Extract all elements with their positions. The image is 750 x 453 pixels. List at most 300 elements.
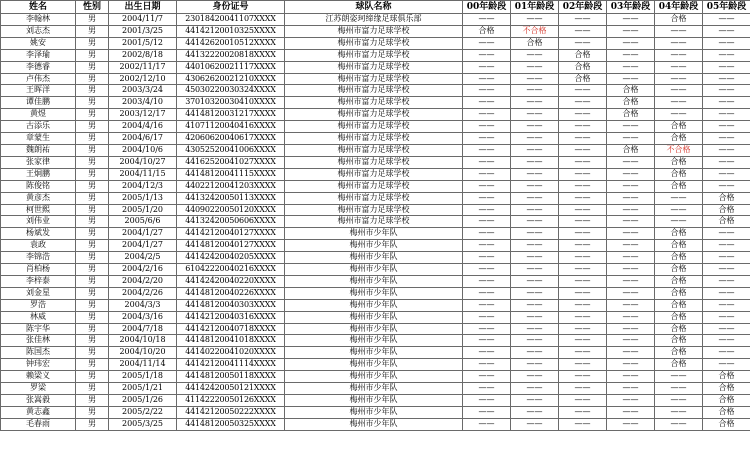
cell-age-group-00[interactable]: —— <box>463 228 511 240</box>
cell-age-group-04[interactable]: —— <box>655 73 703 85</box>
cell-gender[interactable]: 男 <box>76 49 109 61</box>
header-age-group-00[interactable]: 00年龄段 <box>463 1 511 14</box>
cell-birthdate[interactable]: 2004/11/7 <box>109 14 177 26</box>
cell-age-group-02[interactable]: —— <box>559 275 607 287</box>
cell-age-group-05[interactable]: 合格 <box>703 383 750 395</box>
cell-age-group-04[interactable]: 合格 <box>655 180 703 192</box>
cell-team-name[interactable]: 梅州市少年队 <box>285 287 463 299</box>
cell-age-group-03[interactable]: —— <box>607 49 655 61</box>
cell-age-group-01[interactable]: —— <box>511 383 559 395</box>
cell-name[interactable]: 毛春雨 <box>1 418 76 430</box>
cell-gender[interactable]: 男 <box>76 359 109 371</box>
cell-age-group-03[interactable]: —— <box>607 311 655 323</box>
cell-team-name[interactable]: 梅州市富力足球学校 <box>285 61 463 73</box>
cell-birthdate[interactable]: 2005/1/13 <box>109 192 177 204</box>
cell-age-group-05[interactable]: —— <box>703 287 750 299</box>
cell-team-name[interactable]: 梅州市富力足球学校 <box>285 37 463 49</box>
cell-age-group-00[interactable]: —— <box>463 371 511 383</box>
cell-gender[interactable]: 男 <box>76 418 109 430</box>
cell-gender[interactable]: 男 <box>76 252 109 264</box>
cell-id-number[interactable]: 44142120040316XXXX <box>177 311 285 323</box>
cell-age-group-01[interactable]: —— <box>511 252 559 264</box>
cell-age-group-01[interactable]: —— <box>511 73 559 85</box>
cell-age-group-00[interactable]: —— <box>463 347 511 359</box>
cell-age-group-04[interactable]: 合格 <box>655 121 703 133</box>
cell-age-group-05[interactable]: 合格 <box>703 418 750 430</box>
cell-age-group-01[interactable]: 不合格 <box>511 25 559 37</box>
cell-age-group-00[interactable]: —— <box>463 287 511 299</box>
cell-age-group-03[interactable]: —— <box>607 323 655 335</box>
cell-team-name[interactable]: 梅州市富力足球学校 <box>285 168 463 180</box>
cell-age-group-03[interactable]: 合格 <box>607 144 655 156</box>
cell-age-group-00[interactable]: —— <box>463 144 511 156</box>
cell-name[interactable]: 罗梁 <box>1 383 76 395</box>
cell-age-group-00[interactable]: —— <box>463 335 511 347</box>
cell-age-group-03[interactable]: —— <box>607 335 655 347</box>
cell-age-group-03[interactable]: —— <box>607 359 655 371</box>
cell-team-name[interactable]: 梅州市少年队 <box>285 371 463 383</box>
cell-id-number[interactable]: 44022120041203XXXX <box>177 180 285 192</box>
cell-name[interactable]: 姚安 <box>1 37 76 49</box>
cell-id-number[interactable]: 44148120040303XXXX <box>177 299 285 311</box>
cell-gender[interactable]: 男 <box>76 192 109 204</box>
cell-age-group-02[interactable]: —— <box>559 311 607 323</box>
cell-name[interactable]: 黄志鑫 <box>1 406 76 418</box>
cell-birthdate[interactable]: 2005/2/22 <box>109 406 177 418</box>
cell-birthdate[interactable]: 2001/5/12 <box>109 37 177 49</box>
cell-name[interactable]: 陈宇华 <box>1 323 76 335</box>
header-name[interactable]: 姓名 <box>1 1 76 14</box>
cell-id-number[interactable]: 44142420040205XXXX <box>177 252 285 264</box>
cell-team-name[interactable]: 梅州市少年队 <box>285 240 463 252</box>
cell-id-number[interactable]: 41071120040416XXXX <box>177 121 285 133</box>
cell-age-group-02[interactable]: —— <box>559 216 607 228</box>
cell-gender[interactable]: 男 <box>76 383 109 395</box>
cell-age-group-02[interactable]: —— <box>559 85 607 97</box>
cell-name[interactable]: 肖柏杨 <box>1 264 76 276</box>
cell-age-group-05[interactable]: —— <box>703 275 750 287</box>
cell-age-group-01[interactable]: —— <box>511 97 559 109</box>
cell-id-number[interactable]: 44010620021117XXXX <box>177 61 285 73</box>
cell-age-group-01[interactable]: —— <box>511 228 559 240</box>
cell-birthdate[interactable]: 2001/3/25 <box>109 25 177 37</box>
cell-name[interactable]: 张佳林 <box>1 335 76 347</box>
cell-age-group-05[interactable]: —— <box>703 85 750 97</box>
cell-age-group-05[interactable]: 合格 <box>703 395 750 407</box>
cell-name[interactable]: 张嵩毅 <box>1 395 76 407</box>
cell-birthdate[interactable]: 2004/10/6 <box>109 144 177 156</box>
cell-name[interactable]: 柯世熙 <box>1 204 76 216</box>
cell-name[interactable]: 刘伟业 <box>1 216 76 228</box>
cell-age-group-02[interactable]: 合格 <box>559 49 607 61</box>
cell-name[interactable]: 赖梁义 <box>1 371 76 383</box>
cell-gender[interactable]: 男 <box>76 180 109 192</box>
cell-age-group-05[interactable]: —— <box>703 359 750 371</box>
cell-age-group-02[interactable]: 合格 <box>559 73 607 85</box>
cell-birthdate[interactable]: 2004/10/18 <box>109 335 177 347</box>
cell-age-group-01[interactable]: —— <box>511 61 559 73</box>
cell-age-group-01[interactable]: —— <box>511 359 559 371</box>
cell-age-group-05[interactable]: —— <box>703 109 750 121</box>
cell-age-group-04[interactable]: 合格 <box>655 311 703 323</box>
cell-age-group-05[interactable]: —— <box>703 133 750 145</box>
cell-birthdate[interactable]: 2004/3/16 <box>109 311 177 323</box>
cell-age-group-04[interactable]: —— <box>655 204 703 216</box>
cell-age-group-01[interactable]: —— <box>511 395 559 407</box>
cell-age-group-01[interactable]: —— <box>511 371 559 383</box>
cell-name[interactable]: 魏朗祐 <box>1 144 76 156</box>
cell-name[interactable]: 李泽瑜 <box>1 49 76 61</box>
cell-age-group-00[interactable]: —— <box>463 383 511 395</box>
cell-birthdate[interactable]: 2004/2/20 <box>109 275 177 287</box>
cell-age-group-04[interactable]: 合格 <box>655 359 703 371</box>
cell-id-number[interactable]: 44142120040127XXXX <box>177 228 285 240</box>
cell-team-name[interactable]: 梅州市少年队 <box>285 311 463 323</box>
cell-team-name[interactable]: 梅州市少年队 <box>285 299 463 311</box>
cell-age-group-04[interactable]: —— <box>655 37 703 49</box>
cell-age-group-05[interactable]: 合格 <box>703 204 750 216</box>
cell-age-group-01[interactable]: —— <box>511 311 559 323</box>
cell-birthdate[interactable]: 2004/3/3 <box>109 299 177 311</box>
cell-age-group-02[interactable]: —— <box>559 192 607 204</box>
cell-age-group-00[interactable]: —— <box>463 264 511 276</box>
cell-id-number[interactable]: 41142220050126XXXX <box>177 395 285 407</box>
cell-name[interactable]: 林威 <box>1 311 76 323</box>
cell-age-group-02[interactable]: —— <box>559 204 607 216</box>
cell-age-group-02[interactable]: —— <box>559 97 607 109</box>
cell-age-group-02[interactable]: —— <box>559 252 607 264</box>
cell-age-group-01[interactable]: —— <box>511 335 559 347</box>
cell-birthdate[interactable]: 2005/1/20 <box>109 204 177 216</box>
cell-team-name[interactable]: 梅州市富力足球学校 <box>285 156 463 168</box>
cell-id-number[interactable]: 44148120040226XXXX <box>177 287 285 299</box>
cell-gender[interactable]: 男 <box>76 121 109 133</box>
cell-age-group-03[interactable]: —— <box>607 37 655 49</box>
cell-age-group-01[interactable]: —— <box>511 204 559 216</box>
cell-age-group-04[interactable]: 合格 <box>655 347 703 359</box>
cell-name[interactable]: 杨斌发 <box>1 228 76 240</box>
cell-age-group-00[interactable]: —— <box>463 97 511 109</box>
cell-age-group-03[interactable]: —— <box>607 299 655 311</box>
cell-age-group-05[interactable]: —— <box>703 73 750 85</box>
cell-gender[interactable]: 男 <box>76 335 109 347</box>
cell-name[interactable]: 李梓泰 <box>1 275 76 287</box>
cell-age-group-05[interactable]: 合格 <box>703 216 750 228</box>
cell-birthdate[interactable]: 2003/3/24 <box>109 85 177 97</box>
cell-age-group-04[interactable]: —— <box>655 371 703 383</box>
cell-age-group-04[interactable]: 合格 <box>655 264 703 276</box>
cell-birthdate[interactable]: 2004/1/27 <box>109 240 177 252</box>
cell-age-group-02[interactable]: —— <box>559 37 607 49</box>
cell-age-group-02[interactable]: —— <box>559 323 607 335</box>
cell-age-group-03[interactable]: —— <box>607 395 655 407</box>
cell-age-group-04[interactable]: —— <box>655 192 703 204</box>
cell-gender[interactable]: 男 <box>76 323 109 335</box>
cell-age-group-03[interactable]: —— <box>607 133 655 145</box>
cell-birthdate[interactable]: 2004/2/26 <box>109 287 177 299</box>
cell-id-number[interactable]: 45030220030324XXXX <box>177 85 285 97</box>
cell-birthdate[interactable]: 2002/8/18 <box>109 49 177 61</box>
cell-birthdate[interactable]: 2002/12/10 <box>109 73 177 85</box>
cell-name[interactable]: 钟玮宏 <box>1 359 76 371</box>
cell-name[interactable]: 卢伟杰 <box>1 73 76 85</box>
cell-id-number[interactable]: 44142120010325XXXX <box>177 25 285 37</box>
cell-name[interactable]: 李翰林 <box>1 14 76 26</box>
cell-age-group-03[interactable]: —— <box>607 192 655 204</box>
cell-age-group-00[interactable]: —— <box>463 49 511 61</box>
cell-id-number[interactable]: 43052520041006XXXX <box>177 144 285 156</box>
cell-id-number[interactable]: 44142120050222XXXX <box>177 406 285 418</box>
cell-age-group-01[interactable]: —— <box>511 287 559 299</box>
cell-age-group-02[interactable]: —— <box>559 371 607 383</box>
cell-age-group-02[interactable]: —— <box>559 133 607 145</box>
cell-age-group-05[interactable]: —— <box>703 347 750 359</box>
cell-age-group-01[interactable]: —— <box>511 121 559 133</box>
cell-birthdate[interactable]: 2004/12/3 <box>109 180 177 192</box>
cell-gender[interactable]: 男 <box>76 109 109 121</box>
cell-gender[interactable]: 男 <box>76 240 109 252</box>
cell-age-group-05[interactable]: —— <box>703 168 750 180</box>
cell-gender[interactable]: 男 <box>76 97 109 109</box>
cell-age-group-03[interactable]: —— <box>607 216 655 228</box>
cell-age-group-01[interactable]: —— <box>511 156 559 168</box>
cell-team-name[interactable]: 梅州市富力足球学校 <box>285 121 463 133</box>
cell-age-group-03[interactable]: —— <box>607 418 655 430</box>
cell-name[interactable]: 陈国杰 <box>1 347 76 359</box>
cell-team-name[interactable]: 江苏朗姿珂缔缘足球俱乐部 <box>285 14 463 26</box>
cell-id-number[interactable]: 44142120041114XXXX <box>177 359 285 371</box>
cell-age-group-02[interactable]: —— <box>559 347 607 359</box>
cell-gender[interactable]: 男 <box>76 395 109 407</box>
cell-age-group-01[interactable]: —— <box>511 144 559 156</box>
cell-age-group-01[interactable]: —— <box>511 406 559 418</box>
header-age-group-03[interactable]: 03年龄段 <box>607 1 655 14</box>
cell-age-group-00[interactable]: —— <box>463 216 511 228</box>
cell-age-group-04[interactable]: 合格 <box>655 287 703 299</box>
cell-age-group-03[interactable]: —— <box>607 383 655 395</box>
cell-gender[interactable]: 男 <box>76 311 109 323</box>
cell-name[interactable]: 张家律 <box>1 156 76 168</box>
cell-id-number[interactable]: 44148120031217XXXX <box>177 109 285 121</box>
cell-id-number[interactable]: 44148120050118XXXX <box>177 371 285 383</box>
cell-team-name[interactable]: 梅州市少年队 <box>285 228 463 240</box>
cell-age-group-01[interactable]: —— <box>511 109 559 121</box>
cell-age-group-03[interactable]: —— <box>607 156 655 168</box>
cell-gender[interactable]: 男 <box>76 61 109 73</box>
cell-age-group-02[interactable]: —— <box>559 156 607 168</box>
cell-age-group-01[interactable]: —— <box>511 14 559 26</box>
cell-age-group-05[interactable]: —— <box>703 37 750 49</box>
cell-age-group-02[interactable]: —— <box>559 168 607 180</box>
cell-age-group-01[interactable]: —— <box>511 192 559 204</box>
cell-id-number[interactable]: 44140220041020XXXX <box>177 347 285 359</box>
cell-age-group-00[interactable]: —— <box>463 133 511 145</box>
cell-age-group-03[interactable]: —— <box>607 406 655 418</box>
cell-team-name[interactable]: 梅州市富力足球学校 <box>285 73 463 85</box>
cell-age-group-04[interactable]: 不合格 <box>655 144 703 156</box>
cell-birthdate[interactable]: 2005/1/21 <box>109 383 177 395</box>
cell-age-group-00[interactable]: —— <box>463 109 511 121</box>
cell-id-number[interactable]: 37010320030410XXXX <box>177 97 285 109</box>
cell-age-group-04[interactable]: —— <box>655 49 703 61</box>
cell-birthdate[interactable]: 2004/6/17 <box>109 133 177 145</box>
cell-gender[interactable]: 男 <box>76 156 109 168</box>
cell-team-name[interactable]: 梅州市少年队 <box>285 275 463 287</box>
cell-name[interactable]: 古添乐 <box>1 121 76 133</box>
cell-birthdate[interactable]: 2004/4/16 <box>109 121 177 133</box>
cell-age-group-03[interactable]: —— <box>607 14 655 26</box>
cell-name[interactable]: 陈俊铭 <box>1 180 76 192</box>
cell-age-group-01[interactable]: —— <box>511 85 559 97</box>
cell-age-group-00[interactable]: —— <box>463 180 511 192</box>
cell-team-name[interactable]: 梅州市富力足球学校 <box>285 49 463 61</box>
cell-gender[interactable]: 男 <box>76 204 109 216</box>
cell-age-group-00[interactable]: —— <box>463 240 511 252</box>
cell-age-group-02[interactable]: —— <box>559 228 607 240</box>
cell-age-group-03[interactable]: —— <box>607 240 655 252</box>
cell-age-group-02[interactable]: —— <box>559 299 607 311</box>
cell-age-group-05[interactable]: —— <box>703 14 750 26</box>
cell-age-group-05[interactable]: —— <box>703 144 750 156</box>
cell-age-group-04[interactable]: 合格 <box>655 323 703 335</box>
cell-age-group-01[interactable]: —— <box>511 264 559 276</box>
cell-age-group-03[interactable]: 合格 <box>607 97 655 109</box>
cell-age-group-04[interactable]: 合格 <box>655 240 703 252</box>
cell-name[interactable]: 罗浩 <box>1 299 76 311</box>
header-age-group-02[interactable]: 02年龄段 <box>559 1 607 14</box>
cell-age-group-00[interactable]: —— <box>463 204 511 216</box>
cell-age-group-01[interactable]: —— <box>511 418 559 430</box>
cell-team-name[interactable]: 梅州市富力足球学校 <box>285 192 463 204</box>
cell-team-name[interactable]: 梅州市少年队 <box>285 418 463 430</box>
cell-gender[interactable]: 男 <box>76 275 109 287</box>
header-team-name[interactable]: 球队名称 <box>285 1 463 14</box>
cell-gender[interactable]: 男 <box>76 37 109 49</box>
cell-gender[interactable]: 男 <box>76 73 109 85</box>
cell-age-group-00[interactable]: —— <box>463 395 511 407</box>
cell-age-group-02[interactable]: —— <box>559 359 607 371</box>
cell-age-group-00[interactable]: —— <box>463 61 511 73</box>
cell-id-number[interactable]: 44148120050325XXXX <box>177 418 285 430</box>
cell-age-group-03[interactable]: —— <box>607 204 655 216</box>
cell-age-group-05[interactable]: —— <box>703 264 750 276</box>
cell-age-group-00[interactable]: —— <box>463 121 511 133</box>
cell-age-group-00[interactable]: —— <box>463 323 511 335</box>
cell-id-number[interactable]: 44162520041027XXXX <box>177 156 285 168</box>
cell-age-group-04[interactable]: —— <box>655 97 703 109</box>
cell-id-number[interactable]: 44132420050606XXXX <box>177 216 285 228</box>
cell-age-group-05[interactable]: —— <box>703 49 750 61</box>
cell-birthdate[interactable]: 2004/11/14 <box>109 359 177 371</box>
cell-age-group-04[interactable]: 合格 <box>655 252 703 264</box>
cell-id-number[interactable]: 44142420040220XXXX <box>177 275 285 287</box>
cell-name[interactable]: 王炯鹏 <box>1 168 76 180</box>
cell-age-group-05[interactable]: —— <box>703 240 750 252</box>
header-gender[interactable]: 性别 <box>76 1 109 14</box>
cell-age-group-02[interactable]: —— <box>559 406 607 418</box>
cell-birthdate[interactable]: 2004/1/27 <box>109 228 177 240</box>
cell-team-name[interactable]: 梅州市少年队 <box>285 323 463 335</box>
cell-age-group-00[interactable]: —— <box>463 85 511 97</box>
cell-age-group-05[interactable]: —— <box>703 61 750 73</box>
cell-age-group-05[interactable]: —— <box>703 180 750 192</box>
cell-age-group-02[interactable]: —— <box>559 14 607 26</box>
cell-id-number[interactable]: 44142120040718XXXX <box>177 323 285 335</box>
header-age-group-05[interactable]: 05年龄段 <box>703 1 750 14</box>
cell-age-group-02[interactable]: —— <box>559 264 607 276</box>
cell-gender[interactable]: 男 <box>76 85 109 97</box>
cell-name[interactable]: 刘志杰 <box>1 25 76 37</box>
cell-age-group-03[interactable]: —— <box>607 287 655 299</box>
cell-age-group-03[interactable]: —— <box>607 347 655 359</box>
cell-birthdate[interactable]: 2004/2/16 <box>109 264 177 276</box>
cell-age-group-02[interactable]: —— <box>559 395 607 407</box>
cell-id-number[interactable]: 23018420041107XXXX <box>177 14 285 26</box>
cell-age-group-03[interactable]: —— <box>607 264 655 276</box>
cell-age-group-01[interactable]: —— <box>511 168 559 180</box>
cell-birthdate[interactable]: 2002/11/17 <box>109 61 177 73</box>
cell-team-name[interactable]: 梅州市少年队 <box>285 264 463 276</box>
cell-age-group-05[interactable]: 合格 <box>703 371 750 383</box>
cell-name[interactable]: 李德睿 <box>1 61 76 73</box>
cell-team-name[interactable]: 梅州市少年队 <box>285 347 463 359</box>
cell-name[interactable]: 谭佳鹏 <box>1 97 76 109</box>
cell-age-group-00[interactable]: —— <box>463 418 511 430</box>
cell-team-name[interactable]: 梅州市少年队 <box>285 383 463 395</box>
cell-gender[interactable]: 男 <box>76 371 109 383</box>
cell-age-group-05[interactable]: —— <box>703 228 750 240</box>
cell-name[interactable]: 袁政 <box>1 240 76 252</box>
cell-id-number[interactable]: 44148120040127XXXX <box>177 240 285 252</box>
cell-gender[interactable]: 男 <box>76 299 109 311</box>
cell-age-group-04[interactable]: 合格 <box>655 299 703 311</box>
cell-age-group-00[interactable]: —— <box>463 73 511 85</box>
cell-birthdate[interactable]: 2003/4/10 <box>109 97 177 109</box>
cell-age-group-05[interactable]: —— <box>703 97 750 109</box>
cell-birthdate[interactable]: 2004/7/18 <box>109 323 177 335</box>
cell-id-number[interactable]: 44142420050121XXXX <box>177 383 285 395</box>
cell-age-group-05[interactable]: —— <box>703 156 750 168</box>
cell-age-group-04[interactable]: —— <box>655 395 703 407</box>
cell-age-group-00[interactable]: —— <box>463 311 511 323</box>
cell-age-group-03[interactable]: —— <box>607 228 655 240</box>
cell-age-group-03[interactable]: —— <box>607 180 655 192</box>
cell-team-name[interactable]: 梅州市富力足球学校 <box>285 216 463 228</box>
cell-team-name[interactable]: 梅州市少年队 <box>285 252 463 264</box>
header-birthdate[interactable]: 出生日期 <box>109 1 177 14</box>
cell-team-name[interactable]: 梅州市富力足球学校 <box>285 97 463 109</box>
cell-age-group-02[interactable]: —— <box>559 287 607 299</box>
cell-age-group-04[interactable]: —— <box>655 109 703 121</box>
cell-age-group-02[interactable]: —— <box>559 25 607 37</box>
cell-age-group-00[interactable]: 合格 <box>463 25 511 37</box>
cell-age-group-00[interactable]: —— <box>463 252 511 264</box>
cell-age-group-01[interactable]: —— <box>511 347 559 359</box>
cell-name[interactable]: 李锦浩 <box>1 252 76 264</box>
cell-age-group-00[interactable]: —— <box>463 168 511 180</box>
cell-age-group-04[interactable]: 合格 <box>655 228 703 240</box>
cell-age-group-04[interactable]: 合格 <box>655 14 703 26</box>
cell-age-group-05[interactable]: —— <box>703 323 750 335</box>
cell-age-group-02[interactable]: —— <box>559 121 607 133</box>
cell-age-group-03[interactable]: 合格 <box>607 85 655 97</box>
cell-gender[interactable]: 男 <box>76 264 109 276</box>
cell-age-group-00[interactable]: —— <box>463 275 511 287</box>
cell-age-group-00[interactable]: —— <box>463 359 511 371</box>
cell-age-group-04[interactable]: —— <box>655 25 703 37</box>
cell-id-number[interactable]: 44148120041018XXXX <box>177 335 285 347</box>
cell-gender[interactable]: 男 <box>76 25 109 37</box>
